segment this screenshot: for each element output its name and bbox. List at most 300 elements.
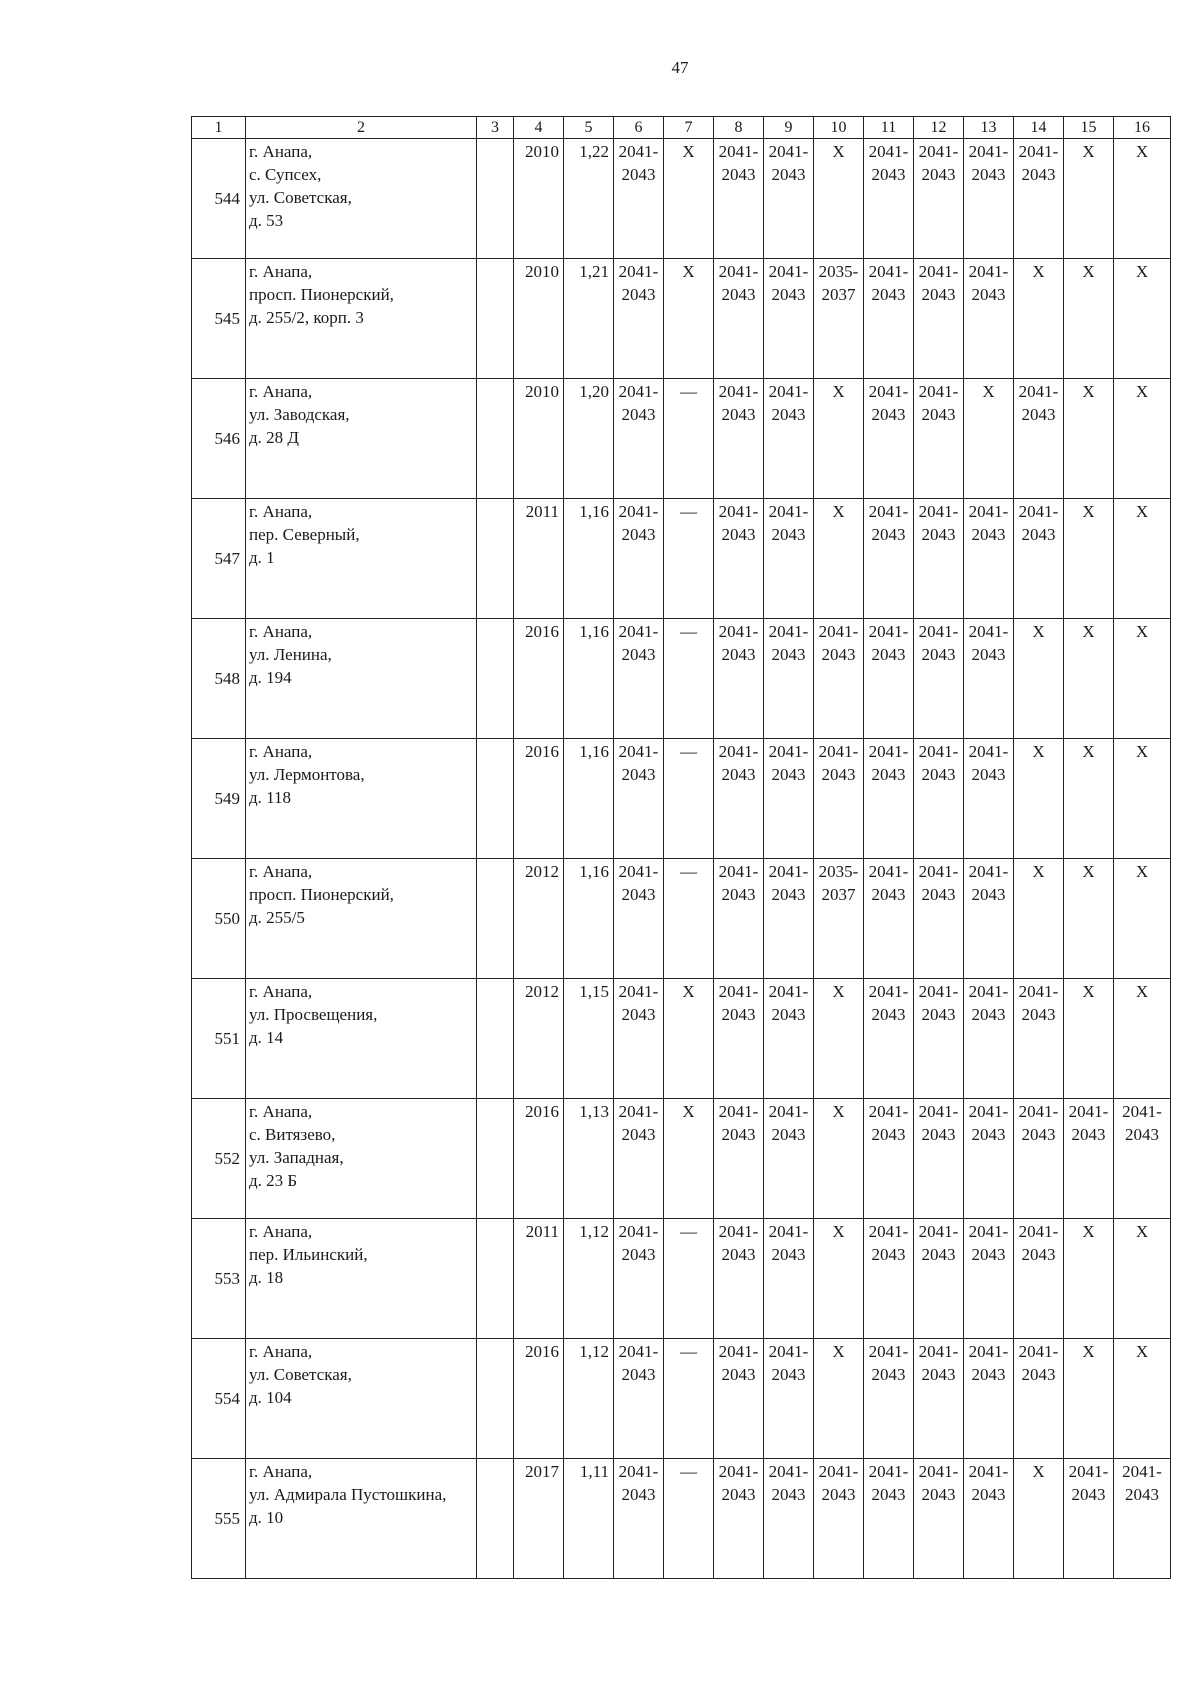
period-cell xyxy=(1064,859,1114,979)
period-line: 2041- xyxy=(868,502,909,521)
period-line: 2041- xyxy=(968,1102,1009,1121)
year-cell: 2011 xyxy=(514,1219,564,1339)
period-cell xyxy=(1064,1459,1114,1579)
row-number: 546 xyxy=(192,379,246,499)
table-row xyxy=(192,1219,1171,1339)
period-line: 2043 xyxy=(1125,1485,1159,1504)
address-line: д. 255/5 xyxy=(249,908,305,927)
period-line: 2043 xyxy=(771,1485,806,1504)
period-cell xyxy=(1064,139,1114,259)
address-line: ул. Лермонтова, xyxy=(249,765,365,784)
coefficient-cell: 1,16 xyxy=(564,859,614,979)
period-cell xyxy=(714,1459,764,1579)
period-cell xyxy=(614,1219,664,1339)
period-cell xyxy=(614,379,664,499)
coefficient-cell: 1,16 xyxy=(564,499,614,619)
period-line: — xyxy=(680,862,697,881)
column-3-cell xyxy=(477,259,514,379)
period-line: 2043 xyxy=(871,1245,906,1264)
column-3-cell xyxy=(477,979,514,1099)
period-cell xyxy=(1014,1339,1064,1459)
coefficient-cell: 1,20 xyxy=(564,379,614,499)
period-line: 2043 xyxy=(621,645,656,664)
period-line: Х xyxy=(1135,982,1149,1001)
period-cell xyxy=(1064,1099,1114,1219)
period-line: Х xyxy=(682,262,695,281)
address-line: д. 118 xyxy=(249,788,292,807)
period-line: 2041- xyxy=(1018,142,1059,161)
column-header: 9 xyxy=(764,117,814,139)
period-line: 2043 xyxy=(721,1125,756,1144)
period-line: 2041- xyxy=(918,982,959,1001)
period-line: 2041- xyxy=(868,742,909,761)
coefficient-cell: 1,22 xyxy=(564,139,614,259)
period-cell xyxy=(664,259,714,379)
period-line: 2041- xyxy=(718,1462,759,1481)
period-line: Х xyxy=(1082,742,1095,761)
period-line: 2043 xyxy=(871,1005,906,1024)
year-cell: 2016 xyxy=(514,1099,564,1219)
year-cell: 2016 xyxy=(514,619,564,739)
period-line: 2043 xyxy=(621,1245,656,1264)
column-3-cell xyxy=(477,1099,514,1219)
address-cell xyxy=(246,859,477,979)
column-header: 5 xyxy=(564,117,614,139)
address-cell xyxy=(246,739,477,859)
table-row xyxy=(192,499,1171,619)
period-line: 2043 xyxy=(621,1485,656,1504)
column-header: 7 xyxy=(664,117,714,139)
period-cell xyxy=(1114,859,1171,979)
period-line: 2043 xyxy=(621,285,656,304)
period-line: 2043 xyxy=(921,1125,956,1144)
period-line: Х xyxy=(832,982,845,1001)
column-header: 4 xyxy=(514,117,564,139)
period-line: Х xyxy=(1135,502,1149,521)
period-line: 2041- xyxy=(868,1102,909,1121)
period-line: Х xyxy=(1135,1342,1149,1361)
period-line: — xyxy=(680,742,697,761)
period-line: 2041- xyxy=(718,862,759,881)
period-cell xyxy=(964,1339,1014,1459)
period-line: 2041- xyxy=(768,862,809,881)
period-line: 2041- xyxy=(868,862,909,881)
period-cell xyxy=(664,499,714,619)
column-header: 12 xyxy=(914,117,964,139)
address-line: д. 53 xyxy=(249,211,284,230)
period-line: 2041- xyxy=(618,862,659,881)
period-line: 2041- xyxy=(968,982,1009,1001)
period-line: 2043 xyxy=(971,1125,1006,1144)
period-line: Х xyxy=(1135,742,1149,761)
address-line: д. 10 xyxy=(249,1508,284,1527)
period-cell xyxy=(1064,259,1114,379)
period-cell xyxy=(864,619,914,739)
period-cell xyxy=(864,259,914,379)
period-cell xyxy=(764,1459,814,1579)
period-line: 2043 xyxy=(871,1125,906,1144)
period-cell xyxy=(1014,379,1064,499)
period-cell xyxy=(864,979,914,1099)
period-cell xyxy=(664,1219,714,1339)
period-line: Х xyxy=(982,382,995,401)
period-line: 2043 xyxy=(621,165,656,184)
period-line: 2041- xyxy=(718,142,759,161)
period-cell xyxy=(714,619,764,739)
address-line: ул. Советская, xyxy=(249,188,352,207)
period-line: 2041- xyxy=(918,142,959,161)
address-line: г. Анапа, xyxy=(249,1462,313,1481)
row-number: 551 xyxy=(192,979,246,1099)
table-row xyxy=(192,1099,1171,1219)
address-cell xyxy=(246,1219,477,1339)
address-line: ул. Адмирала Пустошкина, xyxy=(249,1485,447,1504)
period-line: 2043 xyxy=(821,765,856,784)
period-line: — xyxy=(680,502,697,521)
period-line: 2043 xyxy=(921,405,956,424)
period-line: 2041- xyxy=(968,142,1009,161)
year-cell: 2011 xyxy=(514,499,564,619)
period-cell xyxy=(964,619,1014,739)
period-line: 2043 xyxy=(921,1245,956,1264)
period-cell xyxy=(1014,139,1064,259)
period-line: 2043 xyxy=(821,645,856,664)
coefficient-cell: 1,16 xyxy=(564,619,614,739)
period-line: 2041- xyxy=(868,382,909,401)
period-line: 2041- xyxy=(1018,382,1059,401)
table-row xyxy=(192,259,1171,379)
period-line: 2043 xyxy=(771,165,806,184)
period-line: 2043 xyxy=(771,1125,806,1144)
period-line: 2043 xyxy=(1021,525,1056,544)
period-cell xyxy=(614,499,664,619)
period-line: 2035- xyxy=(818,262,859,281)
period-line: 2043 xyxy=(921,885,956,904)
period-line: 2041- xyxy=(718,382,759,401)
column-3-cell xyxy=(477,499,514,619)
period-line: 2041- xyxy=(1018,982,1059,1001)
period-cell xyxy=(714,979,764,1099)
period-line: Х xyxy=(832,1342,845,1361)
period-line: 2041- xyxy=(1018,1102,1059,1121)
period-line: Х xyxy=(1032,742,1045,761)
period-line: 2041- xyxy=(1018,1342,1059,1361)
period-line: Х xyxy=(1135,382,1149,401)
table-row xyxy=(192,379,1171,499)
period-line: 2041- xyxy=(868,142,909,161)
period-cell xyxy=(964,1219,1014,1339)
column-header: 2 xyxy=(246,117,477,139)
period-cell xyxy=(864,499,914,619)
period-cell xyxy=(814,859,864,979)
period-line: Х xyxy=(832,1222,845,1241)
period-line: 2041- xyxy=(618,142,659,161)
period-line: 2041- xyxy=(618,982,659,1001)
period-line: 2041- xyxy=(968,622,1009,641)
period-cell xyxy=(614,1339,664,1459)
period-line: 2043 xyxy=(721,1245,756,1264)
period-cell xyxy=(614,979,664,1099)
period-line: 2043 xyxy=(1021,165,1056,184)
period-cell xyxy=(664,859,714,979)
period-line: — xyxy=(680,382,697,401)
period-line: 2041- xyxy=(918,862,959,881)
period-cell xyxy=(1064,979,1114,1099)
period-line: Х xyxy=(1082,1222,1095,1241)
period-cell xyxy=(664,1459,714,1579)
table-row xyxy=(192,139,1171,259)
period-cell xyxy=(914,1339,964,1459)
period-line: 2043 xyxy=(971,1485,1006,1504)
table-row xyxy=(192,619,1171,739)
period-line: 2041- xyxy=(768,502,809,521)
period-cell xyxy=(964,379,1014,499)
period-line: 2043 xyxy=(1125,1125,1159,1144)
column-3-cell xyxy=(477,139,514,259)
period-line: 2041- xyxy=(968,862,1009,881)
address-cell xyxy=(246,379,477,499)
row-number: 549 xyxy=(192,739,246,859)
period-line: 2041- xyxy=(718,982,759,1001)
period-line: 2041- xyxy=(918,742,959,761)
column-number-row xyxy=(192,117,1171,139)
period-cell xyxy=(614,259,664,379)
period-line: 2043 xyxy=(921,525,956,544)
coefficient-cell: 1,16 xyxy=(564,739,614,859)
period-line: 2043 xyxy=(871,1485,906,1504)
period-line: 2041- xyxy=(768,1462,809,1481)
address-line: ул. Ленина, xyxy=(249,645,332,664)
address-line: г. Анапа, xyxy=(249,862,313,881)
period-line: 2043 xyxy=(971,1245,1006,1264)
period-line: 2043 xyxy=(921,1485,956,1504)
period-cell xyxy=(614,1459,664,1579)
period-cell xyxy=(814,259,864,379)
period-line: Х xyxy=(1082,982,1095,1001)
period-line: 2043 xyxy=(871,765,906,784)
period-line: 2041- xyxy=(718,1222,759,1241)
period-line: 2041- xyxy=(768,1342,809,1361)
period-line: 2041- xyxy=(718,1342,759,1361)
period-line: 2043 xyxy=(621,765,656,784)
period-cell xyxy=(764,139,814,259)
period-line: 2043 xyxy=(771,885,806,904)
table-row xyxy=(192,739,1171,859)
period-line: 2043 xyxy=(971,285,1006,304)
column-3-cell xyxy=(477,1219,514,1339)
period-line: 2041- xyxy=(918,1222,959,1241)
period-cell xyxy=(714,859,764,979)
period-line: 2043 xyxy=(921,645,956,664)
period-line: 2043 xyxy=(871,1365,906,1384)
period-line: 2043 xyxy=(771,765,806,784)
period-line: 2043 xyxy=(871,525,906,544)
period-cell xyxy=(1064,1219,1114,1339)
period-cell xyxy=(914,499,964,619)
period-line: — xyxy=(680,1462,697,1481)
period-cell xyxy=(864,379,914,499)
column-3-cell xyxy=(477,1339,514,1459)
period-line: Х xyxy=(1082,502,1095,521)
period-line: Х xyxy=(1032,1462,1045,1481)
period-line: 2041- xyxy=(918,1462,959,1481)
period-line: 2043 xyxy=(1071,1485,1106,1504)
row-number: 547 xyxy=(192,499,246,619)
period-cell xyxy=(914,859,964,979)
coefficient-cell: 1,12 xyxy=(564,1339,614,1459)
period-cell xyxy=(714,139,764,259)
period-line: 2043 xyxy=(721,405,756,424)
period-cell xyxy=(1064,379,1114,499)
period-cell xyxy=(864,739,914,859)
address-line: г. Анапа, xyxy=(249,1102,313,1121)
period-cell xyxy=(714,499,764,619)
period-line: 2043 xyxy=(1071,1125,1106,1144)
period-line: 2041- xyxy=(768,982,809,1001)
page-number: 47 xyxy=(671,58,689,77)
period-cell xyxy=(614,739,664,859)
period-line: 2041- xyxy=(618,502,659,521)
address-line: г. Анапа, xyxy=(249,622,313,641)
period-line: 2043 xyxy=(971,885,1006,904)
period-cell xyxy=(764,859,814,979)
period-line: Х xyxy=(1082,142,1095,161)
column-header: 10 xyxy=(814,117,864,139)
address-line: ул. Западная, xyxy=(249,1148,344,1167)
period-line: Х xyxy=(1082,382,1095,401)
period-line: 2041- xyxy=(1018,502,1059,521)
period-line: 2043 xyxy=(921,1365,956,1384)
period-line: Х xyxy=(1032,262,1045,281)
period-line: 2041- xyxy=(868,982,909,1001)
period-line: — xyxy=(680,1342,697,1361)
period-line: 2043 xyxy=(721,1485,756,1504)
address-line: г. Анапа, xyxy=(249,382,313,401)
register-table xyxy=(191,116,1171,1579)
table-row xyxy=(192,979,1171,1099)
period-cell xyxy=(714,1099,764,1219)
period-cell xyxy=(1114,379,1171,499)
period-line: 2041- xyxy=(968,262,1009,281)
period-line: 2041- xyxy=(768,1222,809,1241)
period-line: 2041- xyxy=(618,1222,659,1241)
period-cell xyxy=(1014,499,1064,619)
period-cell xyxy=(664,979,714,1099)
address-line: д. 14 xyxy=(249,1028,284,1047)
period-line: 2043 xyxy=(821,1485,856,1504)
period-line: 2041- xyxy=(918,622,959,641)
period-line: 2041- xyxy=(618,382,659,401)
period-line: 2043 xyxy=(621,525,656,544)
period-line: 2043 xyxy=(971,645,1006,664)
address-line: с. Супсех, xyxy=(249,165,322,184)
coefficient-cell: 1,21 xyxy=(564,259,614,379)
period-cell xyxy=(664,619,714,739)
table-row xyxy=(192,859,1171,979)
period-cell xyxy=(964,739,1014,859)
period-cell xyxy=(1064,619,1114,739)
period-cell xyxy=(614,139,664,259)
period-line: 2041- xyxy=(968,1462,1009,1481)
period-line: Х xyxy=(1135,622,1149,641)
period-cell xyxy=(814,739,864,859)
period-cell xyxy=(964,859,1014,979)
period-cell xyxy=(1014,1099,1064,1219)
period-cell xyxy=(964,139,1014,259)
period-line: 2041- xyxy=(868,1222,909,1241)
period-line: 2041- xyxy=(968,502,1009,521)
column-3-cell xyxy=(477,1459,514,1579)
period-line: 2043 xyxy=(621,885,656,904)
coefficient-cell: 1,11 xyxy=(564,1459,614,1579)
period-cell xyxy=(1114,739,1171,859)
period-line: 2043 xyxy=(921,765,956,784)
period-cell xyxy=(814,1459,864,1579)
period-line: 2041- xyxy=(918,262,959,281)
period-line: 2041- xyxy=(768,622,809,641)
period-cell xyxy=(764,379,814,499)
period-cell xyxy=(914,1459,964,1579)
table-row xyxy=(192,1459,1171,1579)
period-line: 2041- xyxy=(968,1222,1009,1241)
period-cell xyxy=(814,379,864,499)
period-line: Х xyxy=(832,382,845,401)
address-cell xyxy=(246,1459,477,1579)
period-cell xyxy=(714,739,764,859)
period-cell xyxy=(814,1219,864,1339)
period-line: 2043 xyxy=(871,645,906,664)
column-header: 1 xyxy=(192,117,246,139)
period-cell xyxy=(1064,499,1114,619)
period-cell xyxy=(714,379,764,499)
period-line: Х xyxy=(1032,862,1045,881)
year-cell: 2010 xyxy=(514,379,564,499)
period-line: 2043 xyxy=(721,285,756,304)
period-cell xyxy=(864,1219,914,1339)
period-line: 2041- xyxy=(918,1102,959,1121)
period-line: 2041- xyxy=(818,742,859,761)
period-line: 2041- xyxy=(718,1102,759,1121)
period-line: 2043 xyxy=(1021,405,1056,424)
period-line: 2041- xyxy=(768,262,809,281)
period-line: 2043 xyxy=(721,1365,756,1384)
period-line: 2041- xyxy=(718,502,759,521)
period-line: 2043 xyxy=(1021,1005,1056,1024)
period-cell xyxy=(1014,1459,1064,1579)
period-cell xyxy=(914,1099,964,1219)
period-line: 2043 xyxy=(721,525,756,544)
period-line: 2041- xyxy=(918,502,959,521)
period-cell xyxy=(1014,259,1064,379)
period-line: 2041- xyxy=(818,622,859,641)
column-header: 11 xyxy=(864,117,914,139)
address-line: д. 18 xyxy=(249,1268,284,1287)
period-line: 2043 xyxy=(1021,1245,1056,1264)
address-line: г. Анапа, xyxy=(249,982,313,1001)
register-body xyxy=(192,139,1171,1579)
period-cell xyxy=(814,979,864,1099)
period-cell xyxy=(1114,259,1171,379)
period-line: — xyxy=(680,1222,697,1241)
address-line: с. Витязево, xyxy=(249,1125,336,1144)
address-cell xyxy=(246,1339,477,1459)
period-line: 2043 xyxy=(871,285,906,304)
address-line: ул. Просвещения, xyxy=(249,1005,378,1024)
period-cell xyxy=(764,979,814,1099)
column-3-cell xyxy=(477,619,514,739)
period-cell xyxy=(1014,739,1064,859)
period-cell xyxy=(914,139,964,259)
